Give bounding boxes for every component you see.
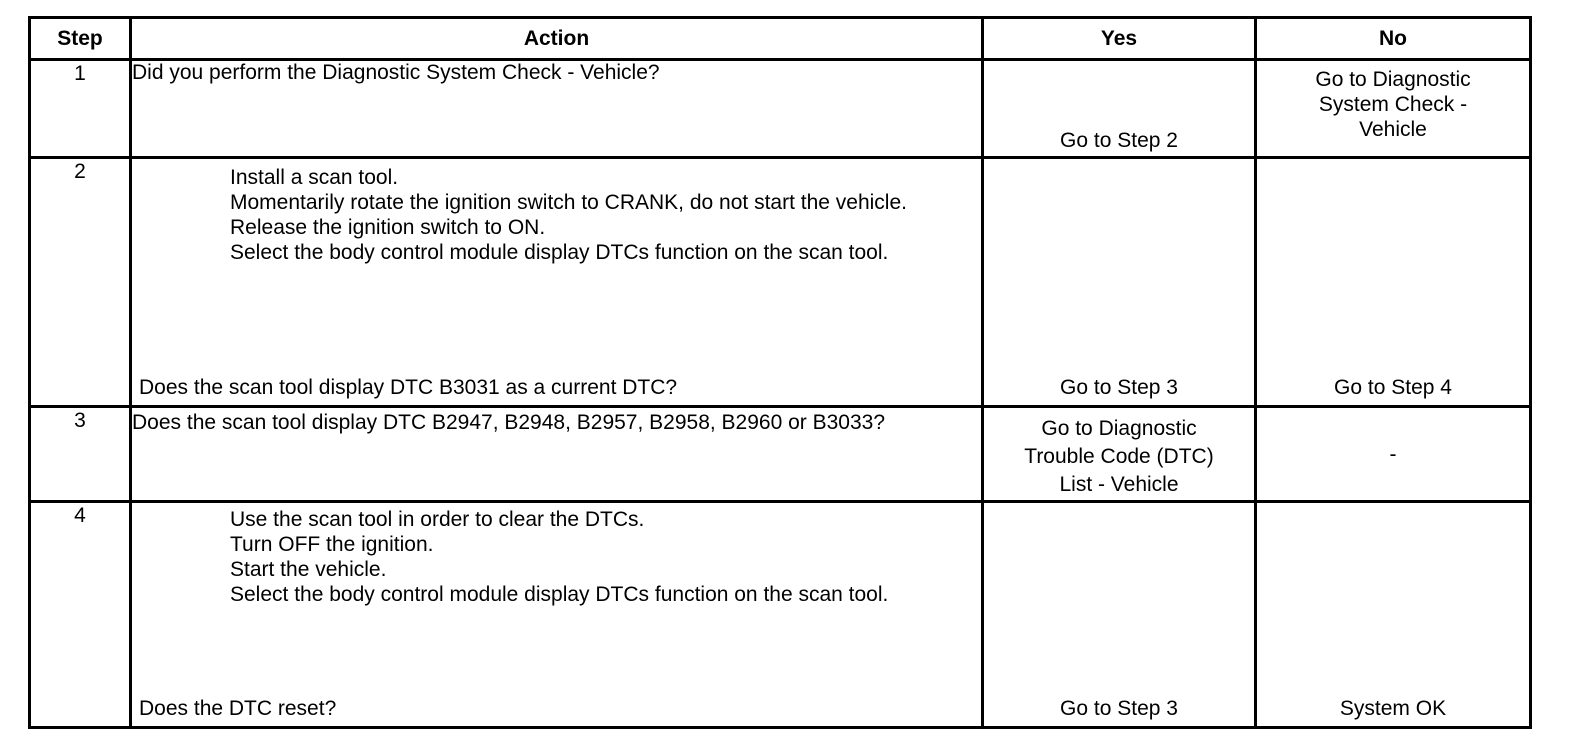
action-question: Did you perform the Diagnostic System Check - Vehicle? (132, 61, 660, 84)
yes-link[interactable]: Go to Step 3 (1060, 697, 1178, 720)
action-question: Does the DTC reset? (139, 697, 337, 720)
action-substep: Select the body control module display DTCs function on the scan tool. (230, 241, 889, 264)
table-row-step-2 (30, 158, 1531, 407)
action-cell (131, 158, 983, 407)
diagnostic-table-wrapper (28, 16, 1532, 729)
step-number: 4 (30, 502, 131, 728)
no-link-line: Go to Diagnostic (1315, 68, 1471, 91)
action-substep: Momentarily rotate the ignition switch to CRANK, do not start the vehicle. (230, 191, 907, 214)
no-link: - (1389, 442, 1397, 466)
action-substep: Use the scan tool in order to clear the DTCs. (230, 508, 645, 531)
no-cell (1256, 158, 1531, 407)
action-question: Does the scan tool display DTC B3031 as a current DTC? (139, 376, 678, 399)
no-cell (1256, 60, 1531, 158)
action-substep: Start the vehicle. (230, 558, 387, 581)
header-no: No (1256, 18, 1531, 60)
yes-link-line: Trouble Code (DTC) (1024, 445, 1214, 468)
yes-cell (983, 60, 1256, 158)
action-substeps (132, 159, 981, 265)
yes-cell (983, 407, 1256, 502)
yes-cell (983, 158, 1256, 407)
header-step: Step (30, 18, 131, 60)
action-question: Does the scan tool display DTC B2947, B2948, B2957, B2958, B2960 or B3033? (132, 411, 886, 434)
no-link[interactable]: Go to Step 4 (1334, 376, 1452, 399)
diagnostic-table (28, 16, 1532, 729)
header-action: Action (131, 18, 983, 60)
yes-link-line: List - Vehicle (1059, 473, 1179, 496)
table-row-step-1 (30, 60, 1531, 158)
action-cell (131, 502, 983, 728)
yes-link[interactable]: Go to Step 2 (1060, 129, 1178, 152)
no-cell (1256, 407, 1531, 502)
yes-link-line: Go to Diagnostic (1041, 417, 1197, 440)
step-number: 3 (30, 407, 131, 502)
table-row-step-4 (30, 502, 1531, 728)
no-link-line: Vehicle (1359, 118, 1427, 141)
yes-link[interactable] (984, 408, 1254, 497)
table-row-step-3 (30, 407, 1531, 502)
yes-link[interactable]: Go to Step 3 (1060, 376, 1178, 399)
no-link[interactable]: System OK (1339, 697, 1447, 720)
action-cell (131, 407, 983, 502)
action-substep: Turn OFF the ignition. (230, 533, 434, 556)
header-row (30, 18, 1531, 60)
step-number: 1 (30, 60, 131, 158)
no-cell (1256, 502, 1531, 728)
action-cell (131, 60, 983, 158)
no-link-line: System Check - (1318, 93, 1468, 116)
step-number: 2 (30, 158, 131, 407)
yes-cell (983, 502, 1256, 728)
header-yes: Yes (983, 18, 1256, 60)
action-substep: Install a scan tool. (230, 166, 399, 189)
no-link[interactable] (1257, 61, 1529, 142)
action-substep: Select the body control module display DTCs function on the scan tool. (230, 583, 889, 606)
action-substeps (132, 503, 981, 607)
action-substep: Release the ignition switch to ON. (230, 216, 546, 239)
